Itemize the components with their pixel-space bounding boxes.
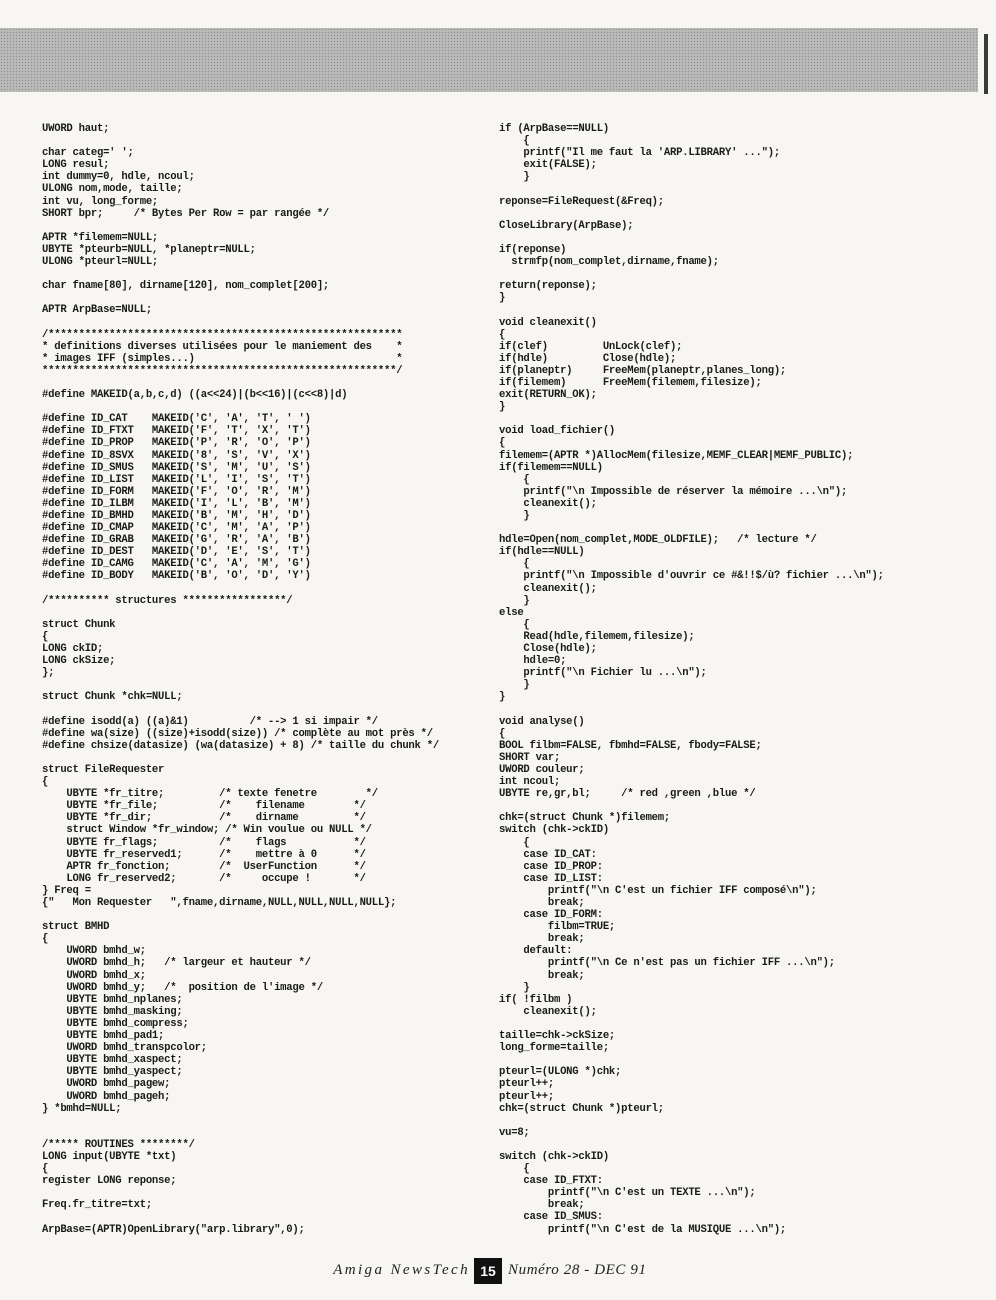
code-line: APTR ArpBase=NULL; xyxy=(42,304,152,317)
code-line: #define ID_CAMG MAKEID('C', 'A', 'M', 'G') xyxy=(42,558,311,571)
code-line: { xyxy=(499,135,530,148)
code-line: #define ID_ILBM MAKEID('I', 'L', 'B', 'M') xyxy=(42,497,311,510)
code-line: switch (chk->ckID) xyxy=(499,824,609,837)
code-line: break; xyxy=(499,933,585,946)
code-line: **********************************************************/ xyxy=(42,364,403,377)
code-line: if (ArpBase==NULL) xyxy=(499,123,609,135)
code-line: printf("\n C'est de la MUSIQUE ...\n"); xyxy=(499,1223,787,1236)
code-line: ULONG *pteurl=NULL; xyxy=(42,256,159,269)
code-line: register LONG reponse; xyxy=(42,1175,177,1188)
code-line: struct FileRequester xyxy=(42,763,165,776)
code-line: case ID_FTXT: xyxy=(499,1175,603,1188)
code-line: return(reponse); xyxy=(499,280,597,293)
code-line: UBYTE bmhd_xaspect; xyxy=(42,1054,183,1067)
code-line: #define ID_GRAB MAKEID('G', 'R', 'A', 'B') xyxy=(42,534,311,547)
page-footer xyxy=(0,1258,996,1286)
code-line: printf("\n Fichier lu ...\n"); xyxy=(499,667,707,680)
code-line: LONG resul; xyxy=(42,159,110,172)
code-line: default: xyxy=(499,945,573,958)
code-line: exit(RETURN_OK); xyxy=(499,389,597,402)
code-line: SHORT var; xyxy=(499,751,561,764)
code-line: reponse=FileRequest(&Freq); xyxy=(499,195,664,208)
code-line: { xyxy=(499,328,506,341)
code-line: UBYTE bmhd_compress; xyxy=(42,1017,189,1030)
code-line: BOOL filbm=FALSE, fbmhd=FALSE, fbody=FALSE; xyxy=(499,739,762,752)
code-line: APTR fr_fonction; /* UserFunction */ xyxy=(42,860,366,873)
code-line: break; xyxy=(499,897,585,909)
code-line: { xyxy=(42,933,49,946)
code-line: { xyxy=(499,727,506,740)
code-line: * definitions diverses utilisées pour le maniement des * xyxy=(42,340,403,353)
code-line: if( !filbm ) xyxy=(499,993,573,1006)
code-line: SHORT bpr; /* Bytes Per Row = par rangée */ xyxy=(42,207,330,220)
code-line: char fname[80], dirname[120], nom_complet[200]; xyxy=(42,280,330,293)
code-line: UWORD bmhd_pageh; xyxy=(42,1090,171,1103)
code-line: cleanexit(); xyxy=(499,582,597,595)
code-line: UBYTE bmhd_nplanes; xyxy=(42,993,183,1006)
code-line: UBYTE *pteurb=NULL, *planeptr=NULL; xyxy=(42,243,256,256)
code-line: #define ID_CMAP MAKEID('C', 'M', 'A', 'P') xyxy=(42,522,311,535)
code-line: { xyxy=(42,776,49,789)
code-line: } *bmhd=NULL; xyxy=(42,1102,122,1115)
code-line: UWORD bmhd_w; xyxy=(42,945,146,958)
code-line: LONG ckID; xyxy=(42,643,104,656)
code-line: switch (chk->ckID) xyxy=(499,1150,609,1163)
code-line: { xyxy=(499,1163,530,1176)
code-line: taille=chk->ckSize; xyxy=(499,1030,616,1043)
code-line: hdle=0; xyxy=(499,655,567,668)
code-line: if(hdle==NULL) xyxy=(499,546,585,559)
code-line: { xyxy=(499,473,530,486)
code-line: #define ID_DEST MAKEID('D', 'E', 'S', 'T') xyxy=(42,546,311,559)
code-line: if(clef) UnLock(clef); xyxy=(499,340,683,353)
code-line: APTR *filemem=NULL; xyxy=(42,231,159,244)
code-line: UWORD bmhd_x; xyxy=(42,969,146,982)
code-line: #define ID_LIST MAKEID('L', 'I', 'S', 'T') xyxy=(42,473,311,486)
code-line: break; xyxy=(499,969,585,982)
code-line: printf("\n Impossible d'ouvrir ce #&!!$/ù? fichier ...\n"); xyxy=(499,570,884,583)
code-line: #define MAKEID(a,b,c,d) ((a<<24)|(b<<16)|(c<<8)|d) xyxy=(42,389,348,402)
code-line: UBYTE bmhd_masking; xyxy=(42,1005,183,1018)
code-line: void load_fichier() xyxy=(499,425,616,438)
code-line: int dummy=0, hdle, ncoul; xyxy=(42,171,195,184)
code-line: chk=(struct Chunk *)pteurl; xyxy=(499,1102,664,1115)
code-line: void analyse() xyxy=(499,715,585,728)
code-line: struct Chunk xyxy=(42,618,116,631)
code-line: printf("Il me faut la 'ARP.LIBRARY' ..."); xyxy=(499,147,780,160)
code-line: #define isodd(a) ((a)&1) /* --> 1 si impair */ xyxy=(42,715,378,728)
code-line: UWORD bmhd_transpcolor; xyxy=(42,1042,207,1055)
code-line: UBYTE re,gr,bl; /* red ,green ,blue */ xyxy=(499,788,756,801)
code-line: if(filemem) FreeMem(filemem,filesize); xyxy=(499,376,762,389)
code-line: filbm=TRUE; xyxy=(499,921,616,934)
code-line: } xyxy=(499,292,506,305)
code-line: break; xyxy=(499,1199,585,1212)
code-line: long_forme=taille; xyxy=(499,1042,609,1055)
code-line: if(reponse) xyxy=(499,243,567,256)
code-line: if(filemem==NULL) xyxy=(499,461,603,474)
code-line: #define ID_CAT MAKEID('C', 'A', 'T', ' ') xyxy=(42,413,311,426)
page-number: 15 xyxy=(474,1258,502,1284)
code-line: exit(FALSE); xyxy=(499,159,597,172)
code-line: cleanexit(); xyxy=(499,1005,597,1018)
code-line: struct Window *fr_window; /* Win voulue ou NULL */ xyxy=(42,824,372,837)
code-line: * images IFF (simples...) * xyxy=(42,352,403,365)
code-line: { xyxy=(499,618,530,631)
code-line: } xyxy=(499,401,506,414)
page-edge-mark xyxy=(984,34,988,94)
code-line: case ID_CAT: xyxy=(499,848,597,861)
code-line: pteurl++; xyxy=(499,1078,554,1091)
code-line: LONG ckSize; xyxy=(42,655,116,668)
code-line: pteurl++; xyxy=(499,1090,554,1103)
code-line: }; xyxy=(42,667,55,680)
code-line: { xyxy=(42,630,49,643)
code-line: UBYTE *fr_titre; /* texte fenetre */ xyxy=(42,788,378,801)
code-line: { xyxy=(499,836,530,849)
code-line: #define wa(size) ((size)+isodd(size)) /* complète au mot près */ xyxy=(42,727,433,740)
code-line: #define ID_PROP MAKEID('P', 'R', 'O', 'P') xyxy=(42,437,311,450)
code-line: int ncoul; xyxy=(499,776,561,789)
code-line: } xyxy=(499,594,530,607)
code-line: struct Chunk *chk=NULL; xyxy=(42,691,183,704)
code-line: UBYTE fr_reserved1; /* mettre à 0 */ xyxy=(42,848,366,861)
code-line: #define ID_8SVX MAKEID('8', 'S', 'V', 'X') xyxy=(42,449,311,462)
code-line: #define ID_BMHD MAKEID('B', 'M', 'H', 'D') xyxy=(42,510,311,522)
code-line: /********************************************************** xyxy=(42,328,403,341)
code-line: } xyxy=(499,679,530,692)
code-line: strmfp(nom_complet,dirname,fname); xyxy=(499,256,719,269)
code-line: { xyxy=(42,1163,49,1176)
code-line: UBYTE fr_flags; /* flags */ xyxy=(42,836,366,849)
magazine-title: Amiga NewsTech xyxy=(333,1262,470,1278)
code-line: } xyxy=(499,691,506,704)
code-line: #define ID_FTXT MAKEID('F', 'T', 'X', 'T') xyxy=(42,425,311,438)
code-line: UWORD bmhd_y; /* position de l'image */ xyxy=(42,981,323,994)
code-line: Read(hdle,filemem,filesize); xyxy=(499,630,695,643)
code-line: {" Mon Requester ",fname,dirname,NULL,NULL,NULL,NULL}; xyxy=(42,897,397,909)
code-line: ArpBase=(APTR)OpenLibrary("arp.library",0); xyxy=(42,1223,305,1236)
code-line: #define chsize(datasize) (wa(datasize) + 8) /* taille du chunk */ xyxy=(42,739,439,752)
code-line: printf("\n Ce n'est pas un fichier IFF ...\n"); xyxy=(499,957,835,970)
code-line: case ID_FORM: xyxy=(499,909,603,922)
code-line: /***** ROUTINES ********/ xyxy=(42,1138,195,1151)
code-line: UWORD bmhd_h; /* largeur et hauteur */ xyxy=(42,957,311,970)
code-line: { xyxy=(499,558,530,571)
code-line: { xyxy=(499,437,506,450)
code-line: Close(hdle); xyxy=(499,643,597,656)
code-line: } xyxy=(499,171,530,184)
code-line: UBYTE bmhd_pad1; xyxy=(42,1030,165,1043)
code-line: if(hdle) Close(hdle); xyxy=(499,352,677,365)
code-line: UBYTE *fr_file; /* filename */ xyxy=(42,800,366,813)
code-line: hdle=Open(nom_complet,MODE_OLDFILE); /* lecture */ xyxy=(499,534,817,547)
code-line: ULONG nom,mode, taille; xyxy=(42,183,183,196)
code-line: } xyxy=(499,510,530,522)
code-line: printf("\n Impossible de réserver la mémoire ...\n"); xyxy=(499,485,848,498)
code-line: filemem=(APTR *)AllocMem(filesize,MEMF_CLEAR|MEMF_PUBLIC); xyxy=(499,449,854,462)
issue-label: Numéro 28 - DEC 91 xyxy=(508,1262,647,1278)
code-line: UWORD bmhd_pagew; xyxy=(42,1078,171,1091)
code-line: UWORD haut; xyxy=(42,123,110,135)
code-line: #define ID_SMUS MAKEID('S', 'M', 'U', 'S') xyxy=(42,461,311,474)
code-line: void cleanexit() xyxy=(499,316,597,329)
code-line: struct BMHD xyxy=(42,921,110,934)
code-line: CloseLibrary(ArpBase); xyxy=(499,219,634,232)
code-line: cleanexit(); xyxy=(499,497,597,510)
code-line: else xyxy=(499,606,524,619)
code-line: case ID_PROP: xyxy=(499,860,603,873)
code-line: printf("\n C'est un TEXTE ...\n"); xyxy=(499,1187,756,1200)
code-line: #define ID_FORM MAKEID('F', 'O', 'R', 'M') xyxy=(42,485,311,498)
code-line: vu=8; xyxy=(499,1126,530,1139)
header-band xyxy=(0,28,978,92)
code-line: UBYTE bmhd_yaspect; xyxy=(42,1066,183,1079)
code-line: Freq.fr_titre=txt; xyxy=(42,1199,152,1212)
code-line: LONG input(UBYTE *txt) xyxy=(42,1150,177,1163)
code-column-left xyxy=(42,123,478,1236)
code-line: printf("\n C'est un fichier IFF composé\n"); xyxy=(499,884,817,897)
code-line: } xyxy=(499,981,530,994)
code-line: case ID_LIST: xyxy=(499,872,603,885)
code-line: } Freq = xyxy=(42,884,91,897)
code-line: chk=(struct Chunk *)filemem; xyxy=(499,812,671,825)
code-line: case ID_SMUS: xyxy=(499,1211,603,1224)
code-line: UWORD couleur; xyxy=(499,763,585,776)
code-line: if(planeptr) FreeMem(planeptr,planes_long); xyxy=(499,364,787,377)
code-line: char categ=' '; xyxy=(42,147,134,160)
code-line: pteurl=(ULONG *)chk; xyxy=(499,1066,622,1079)
code-line: int vu, long_forme; xyxy=(42,195,159,208)
code-line: UBYTE *fr_dir; /* dirname */ xyxy=(42,812,366,825)
code-line: #define ID_BODY MAKEID('B', 'O', 'D', 'Y') xyxy=(42,570,311,583)
code-column-right xyxy=(499,123,939,1236)
code-line: LONG fr_reserved2; /* occupe ! */ xyxy=(42,872,366,885)
code-line: /********** structures *****************/ xyxy=(42,594,293,607)
